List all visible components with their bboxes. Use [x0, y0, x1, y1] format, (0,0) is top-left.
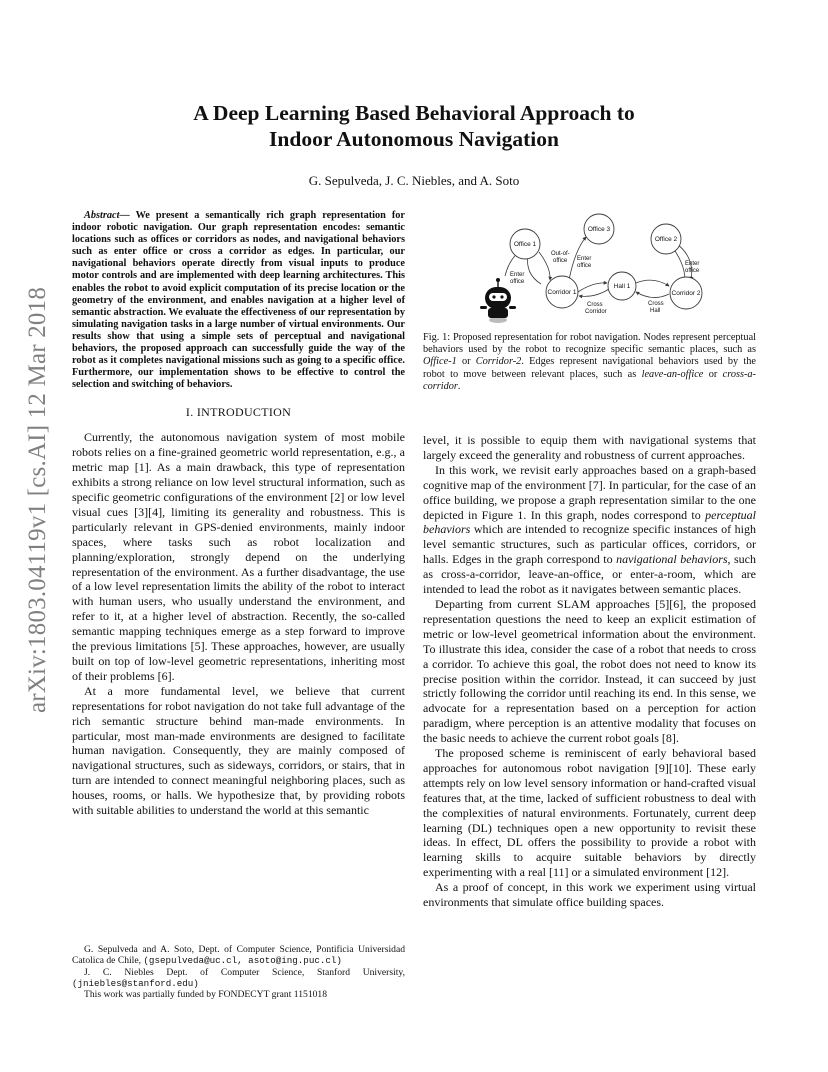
right-paragraph-graph-map-part-c: , such as cross-a-corridor, leave-an-office, or enter-a-room, which are intended to lead the robot as it navigates between semantic places.: [423, 552, 756, 597]
edge-label-out-of-office-line2: office: [553, 258, 568, 264]
caption-term-office-1: Office-1: [423, 356, 457, 368]
edge-label-enter-office-3-line2: office: [577, 263, 592, 269]
right-paragraph-proof-of-concept: As a proof of concept, in this work we experiment using virtual environments that simulate office building spaces.: [423, 880, 756, 910]
caption-part-3: . Edges represent navigational behaviors used by the robot to move between relevant places, such as: [423, 356, 756, 380]
right-column-body: [423, 433, 756, 910]
right-paragraph-slam: Departing from current SLAM approaches [5][6], the proposed representation questions the need to keep an explicit estimation of metric or low-level geometrical information about the environment. To illustrate this idea, consider the case of a robot that needs to cross a corridor. To achieve this goal, the robot does not need to know its precise position within the corridor. Instead, it can succeed by just strictly following the corridor until reaching its end. In this sense, we advocate for a representation based on a perception for action paradigm, where perception is an attentive modality that focuses on the basic needs to achieve the current robot goals [8].: [423, 596, 756, 746]
term-perceptual-behaviors: perceptual behaviors: [423, 507, 756, 537]
caption-term-leave-an-office: leave-an-office: [641, 368, 704, 380]
right-paragraph-graph-map-part-a: In this work, we revisit early approaches based on a graph-based cognitive map of the environment [7]. In particular, for the case of an office building, we propose a graph representation similar to the one depicted in Figure 1. In this graph, nodes correspond to: [423, 462, 756, 522]
edge-label-cross-corridor-line1: Cross: [587, 302, 603, 308]
footnote-affiliation-1: [72, 944, 405, 967]
node-label-corridor-1: Corridor 1: [547, 289, 577, 296]
footnote-1-text: G. Sepulveda and A. Soto, Dept. of Computer Science, Pontificia Universidad Catolica de Chile,: [72, 944, 405, 967]
footnote-affiliation-2: [72, 967, 405, 990]
caption-part-4: or: [703, 368, 723, 380]
abstract: [72, 210, 405, 391]
figure-1: [423, 210, 756, 332]
title-line-2: Indoor Autonomous Navigation: [269, 127, 559, 151]
edge-label-enter-office-2-line2: office: [685, 268, 700, 274]
title-line-1: A Deep Learning Based Behavioral Approach to: [193, 101, 635, 125]
footnote-2-text: J. C. Niebles Dept. of Computer Science, Stanford University,: [84, 966, 405, 978]
edge-label-enter-office-1-line2: office: [510, 279, 525, 285]
edge-label-enter-office-1-line1: Enter: [510, 272, 525, 278]
caption-part-2: or: [456, 356, 476, 368]
intro-paragraph-2: At a more fundamental level, we believe that current representations for robot navigation do not take full advantage of the rich semantic structure behind man-made environments. In particular, most man-made environments are designed to facilitate human navigation. Consequently, they are mainly composed of navigational structures, such as sideways, corridors, or stairs, that in turn are intended to connect meaningful neighboring places, such as houses, rooms, or halls. We hypothesize that, by providing robots with suitable abilities to understand the world at this semantic: [72, 683, 405, 818]
right-paragraph-behavioral: The proposed scheme is reminiscent of early behavioral based approaches for autonomous robot navigation [9][10]. These early attempts rely on low level sensory information or hand-crafted visual features that, at the time, lacked of sufficient robustness to deal with the complexities of natural environments. Fortunately, current deep learning (DL) techniques open a new opportunity to revisit these ideas. In effect, DL offers the possibility to provide a robot with learning skills to acquire suitable behaviors by directly experimenting with a real [11] or a simulated environment [12].: [423, 746, 756, 880]
edge-enter-office-2: [673, 248, 685, 280]
arxiv-identifier: arXiv:1803.04119v1 [cs.AI] 12 Mar 2018: [24, 286, 51, 714]
node-label-office-2: Office 2: [654, 236, 678, 243]
edge-corridor2-to-hall1: [636, 292, 669, 298]
edge-label-enter-office-2-line1: Enter: [685, 261, 700, 267]
term-navigational-behaviors: navigational behaviors: [616, 552, 728, 567]
edge-corridor1-to-office1: [528, 255, 541, 284]
navigation-graph-diagram: [423, 210, 756, 332]
edge-hall1-to-corridor1: [579, 289, 609, 296]
section-heading-introduction: I. INTRODUCTION: [185, 405, 292, 420]
node-label-office-1: Office 1: [513, 241, 537, 248]
footnote-1-email: (gsepulveda@uc.cl, asoto@ing.puc.cl): [143, 955, 342, 967]
right-paragraph-continuation: level, it is possible to equip them with navigational systems that largely exceed the generality and robustness of current approaches.: [423, 433, 756, 462]
node-label-corridor-2: Corridor 2: [671, 290, 701, 297]
edge-out-of-office-1: [539, 252, 550, 280]
intro-paragraph-1: Currently, the autonomous navigation system of most mobile robots relies on a fine-grained geometric world representation, e.g., a metric map [1]. As a main drawback, this type of representation exhibits a strong reliance on low level structural information, such as specific geometric configurations of the environment [2] or low level visual cues [3][4], limiting its generality and robustness. This is particularly relevant in GPS-denied environments, mainly indoor spaces, where tasks such as robot localization and planning/exploration, strongly depend on the underlying representation of the environment. As a further disadvantage, the use of a low level representation limits the ability of the robot to interact with human users, who usually understand the environment, and refer to it, at a higher level of abstraction. Recently, the so-called semantic mapping techniques emerge as a step forward to improve the previous limitations [5]. These approaches, however, are usually built on top of low-level geometric representations, inheriting most of their problems [6].: [72, 430, 405, 683]
node-label-office-3: Office 3: [587, 226, 611, 233]
footnote-funding: This work was partially funded by FONDECYT grant 1151018: [84, 989, 328, 1001]
footnote-2-email: (jniebles@stanford.edu): [72, 977, 199, 989]
right-paragraph-graph-map: [423, 463, 756, 597]
figure-1-caption: [423, 332, 756, 393]
abstract-text: We present a semantically rich graph representation for indoor robotic navigation. Our graph representation encodes: semantic locations such as offices or corridors as nodes, and navigational behaviors such as enter office or cross a corridor as edges. In particular, our navigational behaviors operate directly from visual inputs to produce motor controls and are implemented with deep learning architectures. This enables the robot to avoid explicit computation of its precise location or the geometry of the environment, and enables navigation at a higher level of semantic abstraction. We evaluate the effectiveness of our representation by simulating navigation tasks in a large number of virtual environments. Our results show that using a simple sets of perceptual and navigational behaviors, the proposed approach can successfully guide the way of the robot as it completes navigational missions such as going to a specific office. Furthermore, our implementation shows to be effective to control the selection and switching of behaviors.: [72, 210, 405, 391]
edge-hall1-to-corridor2: [636, 280, 669, 286]
footnotes: [72, 944, 405, 1000]
caption-part-1: Fig. 1: Proposed representation for robot navigation. Nodes represent perceptual behaviors used by the robot to recognize specific semantic places, such as: [423, 332, 756, 356]
caption-part-5: .: [457, 380, 461, 392]
edge-label-out-of-office-line1: Out-of-: [551, 251, 570, 257]
arxiv-stamp: [18, 286, 58, 714]
abstract-lead: Abstract—: [84, 210, 130, 221]
edge-label-enter-office-3-line1: Enter: [577, 256, 592, 262]
caption-term-cross-a-corridor: cross-a-corridor: [423, 368, 756, 392]
edge-label-cross-corridor-line2: Corridor: [585, 309, 607, 315]
node-label-hall-1: Hall 1: [613, 283, 631, 290]
right-column: [423, 210, 756, 910]
edge-label-cross-hall-line1: Cross: [648, 301, 664, 307]
left-column: [72, 210, 405, 818]
edge-label-cross-hall-line2: Hall: [650, 308, 661, 314]
right-paragraph-graph-map-part-b: which are intended to recognize specific instances of high level semantic structures, such as particular offices, corridors, or halls. Edges in the graph correspond to: [423, 522, 756, 567]
paper-title: [100, 100, 728, 152]
author-list: G. Sepulveda, J. C. Niebles, and A. Soto: [308, 173, 520, 188]
edge-corridor1-to-hall1: [578, 283, 607, 292]
caption-term-corridor-2: Corridor-2: [475, 356, 522, 368]
